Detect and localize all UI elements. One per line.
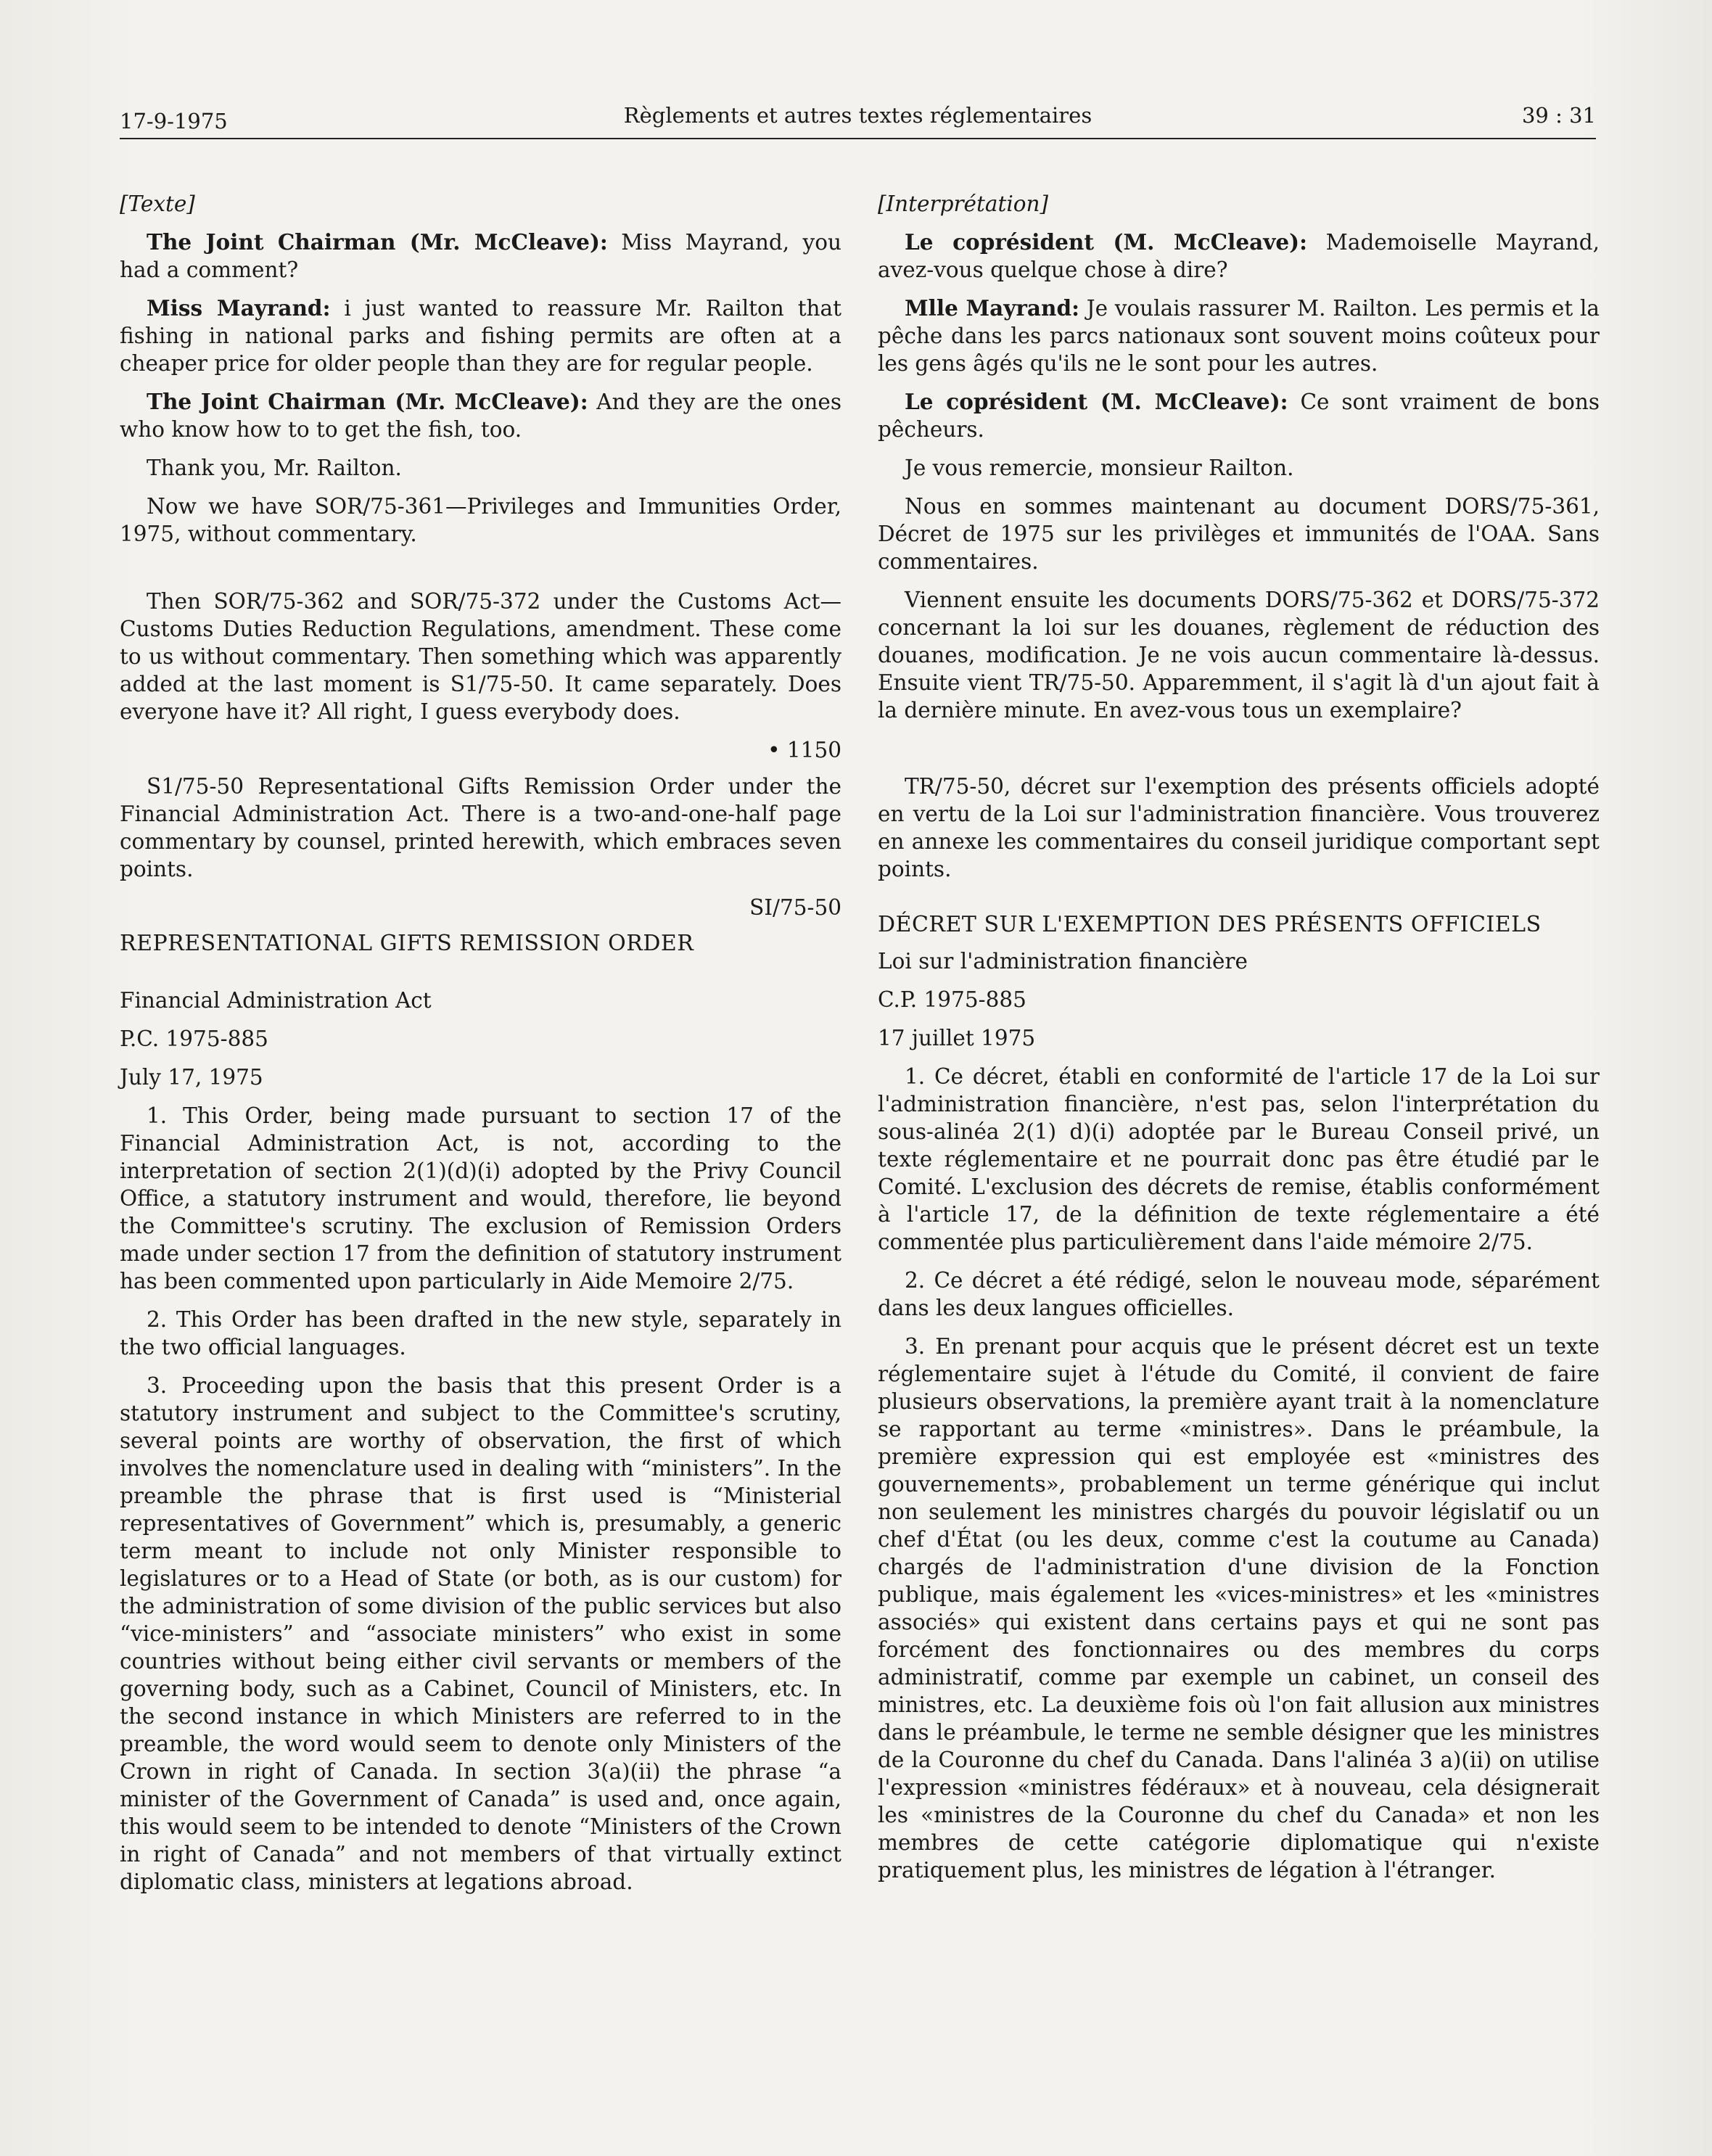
speech-text: Ce sont vraiment de bons pêcheurs. xyxy=(878,390,1600,442)
act-name: Loi sur l'administration financière xyxy=(878,949,1248,974)
speaker-name: Le coprésident (M. McCleave): xyxy=(905,229,1307,255)
speaker-name: Miss Mayrand: xyxy=(147,295,331,321)
order-date: July 17, 1975 xyxy=(120,1065,263,1090)
paragraph: Viennent ensuite les documents DORS/75-362 et DORS/75-372 concernant la loi sur les douanes, règlement de réduction des douanes, modification. Je ne vois aucun commentaire là-dessus. Ensuite vient TR/75-50. Apparemment, il s'agit là d'un ajout fait à la dernière minute. En avez-vous tous un exemplaire? xyxy=(878,588,1600,723)
order-heading: REPRESENTATIONAL GIFTS REMISSION ORDER xyxy=(120,931,694,956)
paragraph: Now we have SOR/75-361—Privileges and Immunities Order, 1975, without commentary. xyxy=(120,494,841,546)
speech-text: i just wanted to reassure Mr. Railton that fishing in national parks and fishing permits are often at a cheaper price for older people than they are for regular people. xyxy=(120,296,841,376)
numbered-paragraph: 3. Proceeding upon the basis that this present Order is a statutory instrument and subject to the Committee's scrutiny, several points are worthy of observation, the first of which involves the nomenclature used in dealing with “ministers”. In the preamble the phrase that is first used is “Ministerial representatives of Government” which is, presumably, a generic term meant to include not only Minister responsible to legislatures or to a Head of State (or both, as is our custom) for the administration of some division of the public services but also “vice-ministers” and “associate ministers” who exist in some countries without being either civil servants or members of the governing body, such as a Cabinet, Council of Ministers, etc. In the second instance in which Ministers are referred to in the preamble, the word would seem to denote only Ministers of the Crown in right of Canada. In section 3(a)(ii) the phrase “a minister of the Government of Canada” is used and, once again, this would seem to be intended to denote “Ministers of the Crown in right of Canada” and not members of that virtually extinct diplomatic class, ministers at legations abroad. xyxy=(120,1373,841,1894)
speech-paragraph xyxy=(878,295,1600,377)
speaker-name: Le coprésident (M. McCleave): xyxy=(905,389,1288,414)
speaker-name: The Joint Chairman (Mr. McCleave): xyxy=(147,229,608,255)
numbered-paragraph: 1. Ce décret, établi en conformité de l'article 17 de la Loi sur l'administration financière, n'est pas, selon l'interprétation du sous-alinéa 2(1) d)(i) adoptée par le Bureau Conseil privé, un texte réglementaire et ne pourrait donc pas être étudié par le Comité. L'exclusion des décrets de remise, établis conformément à l'article 17, de la définition de texte réglementaire a été commentée plus particulièrement dans l'aide mémoire 2/75. xyxy=(878,1064,1600,1254)
privy-council-number: C.P. 1975-885 xyxy=(878,987,1026,1012)
language-tag: [Texte] xyxy=(120,192,195,216)
speech-paragraph xyxy=(878,229,1600,284)
header-title: Règlements et autres textes réglementaires xyxy=(623,103,1092,128)
paragraph: TR/75-50, décret sur l'exemption des présents officiels adopté en vertu de la Loi sur l'administration financière. Vous trouverez en annexe les commentaires du conseil juridique comportant sept points. xyxy=(878,774,1600,881)
speaker-name: The Joint Chairman (Mr. McCleave): xyxy=(147,389,588,414)
header-rule xyxy=(120,138,1596,139)
paragraph: Thank you, Mr. Railton. xyxy=(147,456,402,480)
speech-paragraph xyxy=(120,229,841,284)
numbered-paragraph: 3. En prenant pour acquis que le présent décret est un texte réglementaire sujet à l'étude du Comité, il convient de faire plusieurs observations, la première ayant trait à la nomenclature se rapportant au terme «ministres». Dans le préambule, la première expression qui est employée est «ministres des gouvernements», probablement un terme générique qui inclut non seulement les ministres chargés du pouvoir législatif ou un chef d'État (ou les deux, comme c'est la coutume au Canada) chargés de l'administration d'une division de la Fonction publique, mais également les «vices-ministres» et les «ministres associés» qui existent dans certains pays et qui ne sont pas forcément des fonctionnaires ou des membres du corps administratif, comme par exemple un cabinet, un conseil des ministres, etc. La deuxième fois où l'on fait allusion aux ministres dans le préambule, le terme ne semble désigner que les ministres de la Couronne du chef du Canada. Dans l'alinéa 3 a)(ii) on utilise l'expression «ministres fédéraux» et à nouveau, cela désignerait les «ministres de la Couronne du chef du Canada» et non les membres de cette catégorie diplomatique qui n'existe pratiquement plus, les ministres de légation à l'étranger. xyxy=(878,1334,1600,1883)
privy-council-number: P.C. 1975-885 xyxy=(120,1026,268,1051)
numbered-paragraph: 1. This Order, being made pursuant to section 17 of the Financial Administration Act, is not, according to the interpretation of section 2(1)(d)(i) adopted by the Privy Council Office, a statutory instrument and would, therefore, lie beyond the Committee's scrutiny. The exclusion of Remission Orders made under section 17 from the definition of statutory instrument has been commented upon particularly in Aide Memoire 2/75. xyxy=(120,1103,841,1293)
speech-text: Je voulais rassurer M. Railton. Les permis et la pêche dans les parcs nationaux sont souvent moins coûteux pour les gens âgés qu'ils ne le sont pour les autres. xyxy=(878,296,1600,376)
speech-paragraph xyxy=(120,388,841,443)
speech-paragraph xyxy=(878,388,1600,443)
header-page-number: 39 : 31 xyxy=(1521,103,1596,128)
document-number: SI/75-50 xyxy=(749,895,841,920)
speech-paragraph xyxy=(120,295,841,377)
speech-text: Miss Mayrand, you had a comment? xyxy=(120,230,841,282)
order-date: 17 juillet 1975 xyxy=(878,1026,1036,1050)
numbered-paragraph: 2. This Order has been drafted in the new style, separately in the two official languages. xyxy=(120,1307,841,1359)
order-heading: DÉCRET SUR L'EXEMPTION DES PRÉSENTS OFFICIELS xyxy=(878,912,1542,937)
speech-text: And they are the ones who know how to to get the fish, too. xyxy=(120,390,841,442)
paragraph: Je vous remercie, monsieur Railton. xyxy=(905,456,1294,480)
paragraph: Nous en sommes maintenant au document DORS/75-361, Décret de 1975 sur les privilèges et immunités de l'OAA. Sans commentaires. xyxy=(878,494,1600,574)
french-column xyxy=(878,190,1600,1895)
language-tag: [Interprétation] xyxy=(878,192,1049,216)
header-date: 17-9-1975 xyxy=(120,109,228,133)
time-mark: • 1150 xyxy=(767,738,841,762)
speech-text: Mademoiselle Mayrand, avez-vous quelque chose à dire? xyxy=(878,230,1600,282)
paragraph: Then SOR/75-362 and SOR/75-372 under the Customs Act—Customs Duties Reduction Regulations, amendment. These come to us without commentary. Then something which was apparently added at the last moment is S1/75-50. It came separately. Does everyone have it? All right, I guess everybody does. xyxy=(120,589,841,724)
paragraph: S1/75-50 Representational Gifts Remission Order under the Financial Administration Act. There is a two-and-one-half page commentary by counsel, printed herewith, which embraces seven points. xyxy=(120,774,841,881)
speaker-name: Mlle Mayrand: xyxy=(905,295,1079,321)
english-column xyxy=(120,190,841,1906)
page-header xyxy=(120,103,1596,139)
act-name: Financial Administration Act xyxy=(120,988,432,1013)
numbered-paragraph: 2. Ce décret a été rédigé, selon le nouveau mode, séparément dans les deux langues officielles. xyxy=(878,1268,1600,1320)
